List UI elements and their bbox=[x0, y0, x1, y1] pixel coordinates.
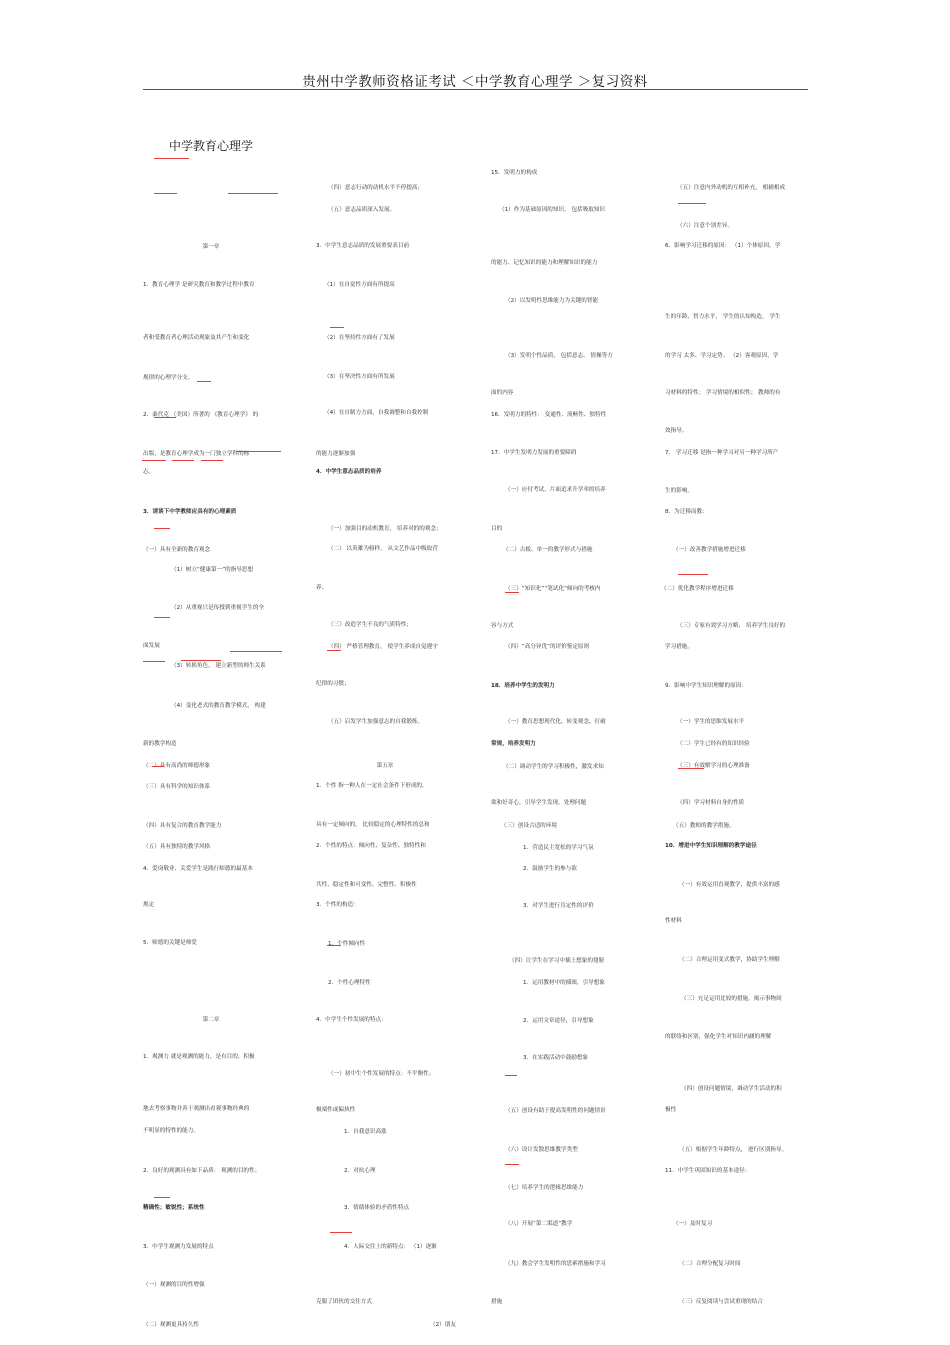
col4-text-line: 的联络和区别，强化学生对知识内涵的理解 bbox=[665, 1034, 772, 1040]
col4-text-line: 习材料的特性； 学习情境的相似性； 教师的有 bbox=[665, 390, 781, 396]
col3-text-line: 15．发明力的构成 bbox=[491, 170, 538, 176]
col3-text-line: （八）开展“第二渠道”教学 bbox=[505, 1221, 573, 1227]
col3-text-line: （九）教会学生发明性的思索措施和学习 bbox=[505, 1261, 606, 1267]
col4-text-line: （五）教师的教学措施。 bbox=[673, 823, 735, 829]
col3-text-line: （四）让学生在学习中插上想象的翅膀 bbox=[509, 958, 605, 964]
red-underline-mark bbox=[143, 661, 165, 662]
col2-text-line: 1．自我意识高涨 bbox=[344, 1129, 387, 1135]
col4-text-line: （四）创设问题情境，调动学生活动的积 bbox=[681, 1086, 782, 1092]
col2-text-line: （二） 以英雄为榜样， 从文艺作品中吸取营 bbox=[328, 546, 438, 552]
page-header-title: 贵州中学教师资格证考试 ＜中学教育心理学 ＞复习资料 bbox=[302, 74, 648, 90]
col2-text-line: （3）在坚决性方面有所发展 bbox=[324, 374, 395, 380]
col2-text-line: （四） 严格管理教育， 使学生养成自觉遵守 bbox=[328, 644, 438, 650]
col2-text-line: （2）在坚持性方面有了发展 bbox=[324, 335, 395, 341]
col4-text-line: （一）有效运用直观教学，提供丰富的感 bbox=[679, 882, 780, 888]
red-underline-mark bbox=[154, 1197, 170, 1198]
col4-text-line: （三）充足运用比较的措施，揭示事物间 bbox=[681, 996, 782, 1002]
col2-text-line: （一）初中生个性发展的特点：不平衡性； bbox=[328, 1071, 435, 1077]
col3-text-line: 常规，培养发明力 bbox=[491, 741, 536, 747]
col3-text-line: 容与方式 bbox=[491, 623, 514, 629]
col1-text-line: （4）变化老式的教育教学模式， 构建 bbox=[171, 703, 266, 709]
col1-text-line: 5．师德的关键是师爱 bbox=[143, 940, 197, 946]
col3-text-line: 16．发明力的特性： 变通性、流畅性、独特性 bbox=[491, 412, 607, 418]
col4-text-line: （一）学生的思维发展水平 bbox=[677, 719, 745, 725]
col3-text-line: （七）培养学生的逻辑思维能力 bbox=[505, 1185, 584, 1191]
red-underline-mark bbox=[505, 592, 519, 593]
col4-text-line: （五）根据学生年龄特点， 进行区别指导。 bbox=[679, 1147, 788, 1153]
col1-text-line: 出版，是教育心理学成为一门独立学科的标 bbox=[143, 451, 250, 457]
col1-text-line: （五）具有独特的教学风格 bbox=[143, 844, 211, 850]
red-underline-mark bbox=[505, 1164, 519, 1165]
col4-text-line: （一）改善教学措施增进迁移 bbox=[673, 547, 746, 553]
col1-text-line: （一）具有全新的教育观念 bbox=[143, 547, 211, 553]
col4-text-line: 7． 学习迁移 是指一种学习对另一种学习所产 bbox=[665, 450, 779, 456]
col1-text-line: 1．观测力 就是观测的能力，是有目的、积极 bbox=[143, 1054, 255, 1060]
col3-text-line: 2．运用文章途径，引导想象 bbox=[523, 1018, 594, 1024]
col1-text-line: 地去考察事物并善于观测出看观事物经典的 bbox=[143, 1106, 250, 1112]
col4-text-line: （三）有效解学习的心理准备 bbox=[677, 763, 750, 769]
col2-text-line: 3．个性的构造： bbox=[316, 902, 359, 908]
col1-text-line: 2．良好的观测具有如下品质： 观测的目的性； bbox=[143, 1168, 261, 1174]
col4-text-line: （五）注意内外动机的互相补充， 相辅相成 bbox=[677, 185, 786, 191]
col1-text-line: 精确性；敏锐性；系统性 bbox=[143, 1205, 205, 1211]
red-underline-mark bbox=[678, 574, 708, 575]
red-underline-mark bbox=[154, 158, 189, 159]
col3-text-line: 3．在实践活动中鼓励想象 bbox=[523, 1055, 589, 1061]
col2-text-line: （三）改造学生不良的气质特性； bbox=[328, 622, 412, 628]
col4-text-line: （二）合理分配复习时间 bbox=[679, 1261, 741, 1267]
red-underline-mark bbox=[228, 193, 278, 194]
red-underline-mark bbox=[154, 193, 177, 194]
col2-text-line: 4．人际交往上的新特点： （1）逐渐 bbox=[344, 1244, 437, 1250]
col2-text-line: （五）启发学生加强意志的自我锻炼。 bbox=[328, 719, 424, 725]
red-underline-mark bbox=[327, 945, 341, 946]
col4-text-line: （六）注意个别差异。 bbox=[677, 223, 733, 229]
col4-text-line: （二）合理运用变式教学，协助学生理解 bbox=[679, 957, 780, 963]
col2-text-line: 的能力逐渐加强 bbox=[316, 451, 356, 457]
col3-text-line: 3．对学生进行肯定性的评价 bbox=[523, 903, 594, 909]
col2-text-line: 4．中学生意志品质的培养 bbox=[316, 469, 382, 475]
col2-text-line: 克服了团伙的交往方式 bbox=[316, 1299, 372, 1305]
col3-text-line: 1．运用教材中的插图，引导想象 bbox=[523, 980, 605, 986]
col1-text-line: （二）具有高尚的师德形象 bbox=[143, 763, 211, 769]
col1-text-line: （3）转换角色， 建立新型的师生关系 bbox=[171, 663, 266, 669]
col1-text-line: 3．请谈下中学教师应具有的心理素质 bbox=[143, 509, 237, 515]
col1-text-line: 第一章 bbox=[202, 244, 220, 250]
col2-text-line: 1．个性 指一种人在一定社会条件下形成的， bbox=[316, 783, 428, 789]
red-underline-mark bbox=[327, 650, 341, 651]
red-underline-mark bbox=[152, 766, 164, 767]
col4-text-line: （二）学生已经有的知识经验 bbox=[677, 741, 750, 747]
col1-text-line: 面发展 bbox=[143, 643, 160, 649]
red-underline-mark bbox=[181, 660, 221, 661]
col1-text-line: （二）观测更具持久性 bbox=[143, 1322, 199, 1328]
col3-text-line: （二）古板、单一的教学形式与措施 bbox=[503, 547, 593, 553]
col3-text-line: 目的 bbox=[491, 526, 503, 532]
col3-text-line: 18．培养中学生的发明力 bbox=[491, 683, 555, 689]
col1-text-line: 2．桑代克 （美国）所著的 《教育心理学》 的 bbox=[143, 412, 259, 418]
red-underline-mark bbox=[678, 768, 704, 769]
col3-text-line: （2）以发明性思维能力为关键的智能 bbox=[505, 298, 599, 304]
col1-text-line: 新的教学构造 bbox=[143, 741, 177, 747]
col1-text-line: 第二章 bbox=[202, 1017, 220, 1023]
col1-text-line: 1．教育心理学 是研究教育和教学过程中教育 bbox=[143, 282, 255, 288]
red-underline-mark bbox=[142, 460, 166, 461]
col3-text-line: （一）教育思想现代化，转变观念，打破 bbox=[505, 719, 606, 725]
col3-text-line: 17．中学生发明力发展的重要障碍 bbox=[491, 450, 577, 456]
col2-text-line: （四）意志行动的动机水平不停提高； bbox=[328, 185, 424, 191]
col3-text-line: （3）发明个性品质， 包括意志、 情操等方 bbox=[505, 353, 613, 359]
col3-text-line: （四）“高分异优”的评价鉴定原则 bbox=[505, 644, 590, 650]
col3-text-line: 欲和好奇心，引导学生发现、处理问题 bbox=[491, 800, 587, 806]
col1-text-line: 4．爱岗敬业、关爱学生是践行师德的最基本 bbox=[143, 866, 253, 872]
col4-text-line: 11．中学生巩固知识的基本途径： bbox=[665, 1168, 751, 1174]
col2-text-line: 纪律的习惯； bbox=[316, 681, 350, 687]
col2-text-line: 第五章 bbox=[376, 763, 394, 769]
col4-text-line: 性材料 bbox=[665, 918, 682, 924]
col3-text-line: 1．营造民主宽松的学习气氛 bbox=[523, 845, 594, 851]
col2-text-line: 1．个性倾向性 bbox=[328, 941, 366, 947]
red-underline-mark bbox=[201, 460, 223, 461]
col1-text-line: 规律的心理学分支。 bbox=[143, 375, 194, 381]
col1-text-line: （1）树立“健康第一”的指导思想 bbox=[171, 567, 254, 573]
col2-text-line: 4．中学生个性发展的特点： bbox=[316, 1017, 387, 1023]
col1-text-line: （四）具有复合的教育教学能力 bbox=[143, 823, 222, 829]
col4-text-line: （一）及时复习 bbox=[673, 1221, 713, 1227]
col3-text-line: （二）调动学生的学习积极性，激发求知 bbox=[503, 764, 604, 770]
red-underline-mark bbox=[236, 451, 281, 452]
header-rule bbox=[143, 89, 808, 90]
col2-text-line: 2．对抗心理 bbox=[344, 1168, 376, 1174]
red-underline-mark bbox=[330, 327, 344, 328]
col2-text-line: 3．中学生意志品质的发展重要表目前 bbox=[316, 243, 410, 249]
col1-text-line: （一）观测的目的性增强 bbox=[143, 1282, 205, 1288]
col4-text-line: （三）反复阅读与尝试重现的结合 bbox=[679, 1299, 763, 1305]
col3-text-line: 措施 bbox=[491, 1299, 503, 1305]
col4-text-line: 学习措施。 bbox=[665, 644, 693, 650]
col1-text-line: 志。 bbox=[143, 469, 155, 475]
col2-text-line: （4）在自制力方面，自我调整和自我控制 bbox=[324, 410, 429, 416]
col4-text-line: 9．影响中学生知识理解的原因： bbox=[665, 683, 747, 689]
col4-text-line: 10．增进中学生知识理解的教学途径 bbox=[665, 843, 757, 849]
red-underline-mark bbox=[230, 651, 282, 652]
col2-text-line: （五）意志品质深入发展。 bbox=[328, 207, 396, 213]
col2-text-line: 极端性或偏执性 bbox=[316, 1107, 356, 1113]
col1-text-line: （2）从重视只是传授到重视学生的全 bbox=[171, 605, 265, 611]
red-underline-mark bbox=[154, 528, 170, 529]
col4-text-line: 生的年龄、智力水平， 学生的认知构造， 学生 bbox=[665, 314, 781, 320]
col4-text-line: （四）学习材料自身的性质 bbox=[677, 800, 745, 806]
col1-text-line: 3．中学生观测力发展的特点 bbox=[143, 1244, 214, 1250]
red-underline-mark bbox=[154, 417, 176, 418]
col1-text-line: 不明显的特性的能力。 bbox=[143, 1128, 199, 1134]
col4-text-line: 效指导。 bbox=[665, 428, 688, 434]
col4-text-line: 8．为迁移而教： bbox=[665, 509, 708, 515]
col3-text-line: 面的内容 bbox=[491, 390, 514, 396]
col4-text-line: （三）专家有效学习方略， 培养学生良好的 bbox=[677, 623, 786, 629]
col3-text-line: （1）作为基础原因的知识， 包括吸取知识 bbox=[499, 207, 606, 213]
col3-text-line: （六）设计发散思维教学类型 bbox=[505, 1147, 578, 1153]
red-underline-mark bbox=[505, 1075, 517, 1076]
col4-text-line: 生的影响。 bbox=[665, 488, 693, 494]
col3-text-line: （三）创设合适的环境 bbox=[501, 823, 557, 829]
col3-text-line: （三）“知识化”“笔试化”倾向的考核内 bbox=[505, 586, 601, 592]
col3-text-line: （五）创设有助于提高发明性的问题情景 bbox=[505, 1108, 606, 1114]
red-underline-mark bbox=[197, 381, 211, 382]
col2-text-line: （1）在自觉性方面有所提高 bbox=[324, 282, 395, 288]
col4-text-line: 极性 bbox=[665, 1107, 677, 1113]
red-underline-mark bbox=[330, 1232, 352, 1233]
red-underline-mark bbox=[154, 617, 170, 618]
col2-text-line: 具有一定倾向的， 比较稳定的心理特性的总和 bbox=[316, 822, 430, 828]
col2-text-line: 2．个性心理特性 bbox=[328, 980, 371, 986]
col4-text-line: （二）优化教学程序增进迁移 bbox=[661, 586, 734, 592]
col2-text-line: 2．个性的特点：倾向性、复杂性、独特性和 bbox=[316, 843, 426, 849]
col1-text-line: （三）具有科学的知识体系 bbox=[143, 784, 211, 790]
red-underline-mark bbox=[678, 203, 706, 204]
col2-text-line: 养； bbox=[316, 585, 328, 591]
col4-text-line: 6．影响学习迁移的原因： （1）个体原因，学 bbox=[665, 243, 781, 249]
col4-text-line: 的学习 太多、学习定势。 （2）客观原因，学 bbox=[665, 353, 779, 359]
document-title: 中学教育心理学 bbox=[169, 139, 254, 153]
col1-text-line: 者和受教育者心理活动现象及其产生和变化 bbox=[143, 335, 250, 341]
col2-text-line: （2）朋友 bbox=[430, 1322, 456, 1328]
col1-text-line: 规定 bbox=[143, 902, 155, 908]
col2-text-line: 共性、稳定性和可变性、完整性、积极性 bbox=[316, 882, 417, 888]
red-underline-mark bbox=[172, 460, 194, 461]
col3-text-line: 的能力、记忆知识的能力和理解知识的能力 bbox=[491, 260, 598, 266]
col3-text-line: （一）应付考试，片面追求升学率的培养 bbox=[505, 487, 606, 493]
col3-text-line: 2．鼓励学生的参与欲 bbox=[523, 866, 577, 872]
col2-text-line: 3．情绪体验的矛盾性特点 bbox=[344, 1205, 410, 1211]
col2-text-line: （一）加强目的动机教育， 培养对的的观念； bbox=[328, 526, 442, 532]
